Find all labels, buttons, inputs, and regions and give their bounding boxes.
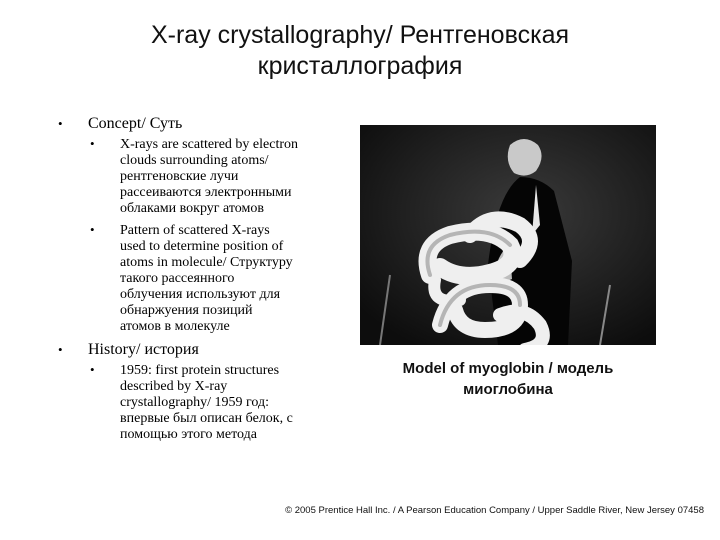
bullet-icon: • [58, 342, 63, 357]
sub-bullet-line: рассеиваются электронными [120, 185, 292, 200]
sub-bullet-line: Pattern of scattered X-rays [120, 223, 270, 238]
sub-bullet-line: такого рассеянного [120, 271, 235, 286]
bullet-icon: • [90, 136, 95, 151]
sub-bullet-line: X-rays are scattered by electron [120, 137, 299, 152]
title-line-1: X-ray crystallography/ Рентгеновская [150, 21, 570, 49]
bullet-text: History/ история [88, 341, 199, 358]
caption-line-2: миоглобина [463, 381, 553, 398]
title-line-2: кристаллография [257, 52, 463, 80]
bullet-icon: • [90, 362, 95, 377]
bullet-text: Concept/ Суть [88, 115, 183, 132]
sub-bullet-line: рентгеновские лучи [120, 169, 239, 184]
bullet-history [58, 341, 358, 359]
sub-bullet-line: described by X-ray [120, 379, 228, 394]
photo-caption [360, 358, 656, 400]
bullet-icon: • [90, 222, 95, 237]
sub-bullet-pattern [90, 223, 360, 335]
sub-bullet-line: used to determine position of [120, 239, 284, 254]
sub-bullet-line: atoms in molecule/ Структуру [120, 255, 293, 270]
copyright-footer: © 2005 Prentice Hall Inc. / A Pearson Education Company / Upper Saddle River, New Jersey 07458 [285, 505, 704, 516]
bullet-concept [58, 115, 358, 133]
caption-line-1: Model of myoglobin / модель [402, 360, 614, 377]
sub-bullet-line: облаками вокруг атомов [120, 201, 264, 216]
sub-bullet-line: clouds surrounding atoms/ [120, 153, 269, 168]
sub-bullet-scattering [90, 137, 360, 217]
slide-title [20, 20, 700, 82]
sub-bullet-line: crystallography/ 1959 год: [120, 395, 269, 410]
bullet-icon: • [58, 116, 63, 131]
sub-bullet-line: 1959: first protein structures [120, 363, 280, 378]
sub-bullet-line: обнаржуения позиций [120, 303, 253, 318]
sub-bullet-line: облучения используют для [120, 287, 281, 302]
sub-bullet-line: помощью этого метода [120, 427, 257, 442]
bullet-list [58, 115, 358, 449]
sub-bullet-line: впервые был описан белок, с [120, 411, 293, 426]
myoglobin-model-photo [360, 125, 656, 345]
photo-illustration [360, 125, 656, 345]
sub-bullet-1959 [90, 363, 360, 443]
sub-bullet-line: атомов в молекуле [120, 319, 230, 334]
